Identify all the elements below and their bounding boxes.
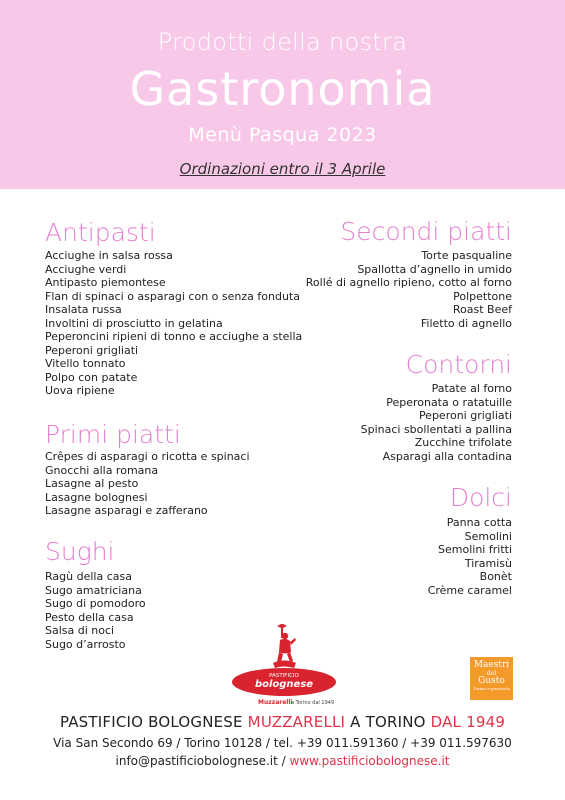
logo-brand: Muzzarelli — [258, 699, 293, 706]
menu-item: Peperoni grigliati — [418, 409, 512, 422]
menu-item: Uova ripiene — [45, 384, 115, 397]
badge-line3: Gusto — [478, 676, 505, 686]
section-title-primi: Primi piatti — [45, 420, 181, 449]
footer-website-link[interactable]: www.pastificiobolognese.it — [289, 754, 450, 768]
badge-line1: Maestri — [473, 660, 510, 670]
menu-item: Patate al forno — [431, 382, 512, 395]
menu-item: Acciughe verdi — [45, 262, 127, 276]
menu-item: Lasagne al pesto — [45, 477, 139, 490]
footer-name-part2: A TORINO — [345, 713, 431, 731]
footer-email-link[interactable]: info@pastificiobolognese.it — [115, 754, 278, 768]
footer-name-part1: PASTIFICIO BOLOGNESE — [59, 713, 248, 731]
menu-item: Torte pasqualine — [421, 249, 512, 262]
menu-item: Gnocchi alla romana — [45, 463, 159, 477]
sughi-list — [45, 570, 146, 651]
logo-main-text: bolognese — [254, 679, 314, 690]
menu-item: Insalata russa — [45, 303, 122, 316]
footer-name-accent1: MUZZARELLI — [247, 713, 346, 731]
menu-item: Tiramisù — [464, 556, 512, 570]
logo-top-text: PASTIFICIO — [269, 673, 299, 679]
menu-item: Asparagi alla contadina — [382, 449, 512, 463]
menu-item: Peperoncini ripieni di tonno e acciughe a stella — [45, 330, 303, 343]
menu-item: Pesto della casa — [45, 610, 134, 624]
section-title-dolci: Dolci — [449, 483, 512, 512]
section-title-antipasti: Antipasti — [45, 218, 156, 247]
header-title: Gastronomia — [129, 62, 436, 116]
menu-item: Vitello tonnato — [45, 357, 126, 370]
menu-item: Bonèt — [479, 570, 512, 583]
menu-item: Crêpes di asparagi o ricotta e spinaci — [45, 450, 250, 463]
menu-item: Involtini di prosciutto in gelatina — [45, 316, 223, 330]
menu-item: Sugo d’arrosto — [45, 637, 126, 651]
primi-list — [45, 450, 250, 518]
section-title-secondi: Secondi piatti — [340, 217, 512, 246]
menu-item: Zucchine trifolate — [414, 436, 512, 449]
menu-item: Acciughe in salsa rossa — [45, 249, 173, 262]
pastificio-bolognese-logo — [228, 622, 340, 708]
menu-item: Flan di spinaci o asparagi con o senza fonduta — [45, 289, 300, 303]
logo-tagline: a Torino dal 1949 — [291, 700, 335, 706]
menu-item: Semolini — [464, 529, 512, 543]
header-banner — [0, 0, 565, 189]
menu-item: Polpettone — [453, 289, 512, 303]
footer-address: Via San Secondo 69 / Torino 10128 / tel. +39 011.591360 / +39 011.597630 — [53, 736, 512, 750]
neptune-statue-icon — [273, 624, 296, 668]
badge-line4: Torino e provincia — [473, 686, 510, 691]
menu-item: Semolini fritti — [438, 543, 512, 556]
menu-item: Spallotta d’agnello in umido — [357, 262, 512, 276]
badge-line2: del — [486, 670, 497, 677]
menu-item: Spinaci sbollentati a pallina — [360, 422, 512, 436]
menu-item: Ragù della casa — [45, 570, 132, 583]
footer-contacts — [0, 754, 565, 768]
menu-item: Rollé di agnello ripieno, cotto al forno — [305, 276, 512, 289]
maestri-del-gusto-badge — [470, 657, 513, 700]
menu-item: Filetto di agnello — [420, 316, 512, 330]
contorni-list — [361, 382, 512, 463]
menu-item: Sugo amatriciana — [45, 583, 142, 597]
section-title-sughi: Sughi — [45, 537, 115, 566]
menu-item: Sugo di pomodoro — [45, 597, 146, 610]
menu-item: Polpo con patate — [45, 370, 138, 384]
menu-item: Panna cotta — [446, 516, 512, 529]
menu-item: Roast Beef — [452, 303, 512, 316]
section-title-contorni: Contorni — [405, 350, 512, 379]
header-order-deadline: Ordinazioni entro il 3 Aprile — [179, 160, 386, 178]
menu-item: Peperonata o ratatuille — [386, 395, 512, 409]
dolci-list — [428, 516, 512, 597]
footer-company-name — [0, 713, 565, 731]
antipasti-list — [45, 249, 302, 398]
header-menu-name: Menù Pasqua 2023 — [188, 124, 377, 146]
footer-separator: / — [277, 754, 290, 768]
menu-item: Crème caramel — [427, 583, 512, 597]
header-subtitle: Prodotti della nostra — [157, 28, 408, 56]
menu-item: Antipasto piemontese — [45, 276, 166, 289]
menu-item: Lasagne bolognesi — [45, 490, 148, 504]
secondi-list — [306, 249, 512, 330]
footer-name-accent2: DAL 1949 — [430, 713, 506, 731]
menu-item: Salsa di noci — [45, 624, 115, 637]
menu-item: Peperoni grigliati — [45, 343, 139, 357]
menu-item: Lasagne asparagi e zafferano — [45, 504, 208, 517]
